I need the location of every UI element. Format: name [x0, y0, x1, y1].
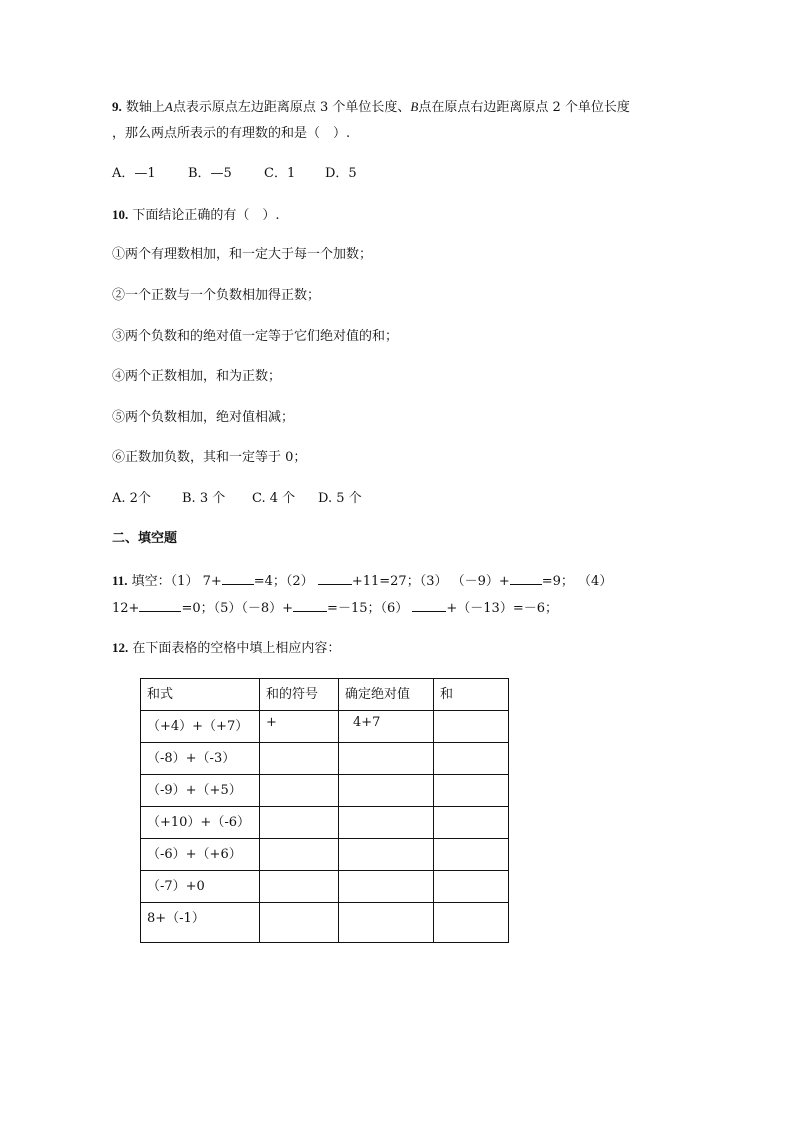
sum-table — [140, 678, 509, 943]
table-cell[interactable] — [339, 871, 434, 903]
table-row — [141, 839, 509, 871]
q9-text-a: 数轴上 — [121, 100, 165, 115]
q11-blank-2[interactable] — [318, 571, 352, 585]
q11-blank-3[interactable] — [510, 571, 542, 585]
table-cell[interactable] — [260, 871, 339, 903]
table-header-row — [141, 679, 509, 711]
q10-text: 下面结论正确的有（ ）. — [128, 208, 280, 223]
q11-line2 — [112, 598, 558, 618]
q12-title — [112, 639, 340, 658]
q12-number: 12. — [112, 640, 129, 655]
header-sum: 和 — [434, 679, 509, 711]
table-cell[interactable] — [339, 839, 434, 871]
q9-choice-d: D．5 — [325, 166, 357, 181]
q9-var-b: B — [410, 99, 419, 114]
q9-choice-c: C．1 — [264, 166, 296, 181]
q10-choice-c: C. 4 个 — [252, 491, 296, 506]
q11-blank-4[interactable] — [139, 598, 181, 612]
q10-choice-b: B. 3 个 — [182, 491, 226, 506]
q10-number: 10. — [112, 207, 129, 222]
q11-part7: =－15；（6） — [327, 601, 413, 616]
q11-part2: =4；（2） — [253, 574, 318, 589]
table-cell[interactable] — [434, 775, 509, 807]
table-cell[interactable] — [339, 743, 434, 775]
q11-blank-1[interactable] — [222, 571, 254, 585]
table-cell[interactable] — [339, 807, 434, 839]
table-cell[interactable] — [434, 871, 509, 903]
table-cell[interactable] — [260, 807, 339, 839]
table-cell[interactable] — [434, 903, 509, 943]
q10-statement-6: ⑥正数加负数，其和一定等于 0； — [112, 450, 307, 465]
q10-statement-2: ②一个正数与一个负数相加得正数； — [112, 288, 321, 303]
table-cell[interactable] — [260, 903, 339, 943]
table-cell: （+10）+（-6） — [141, 807, 260, 839]
q10-statement-5: ⑤两个负数相加，绝对值相减； — [112, 410, 295, 425]
q10-statement-3: ③两个负数和的绝对值一定等于它们绝对值的和； — [112, 329, 399, 344]
table-row — [141, 743, 509, 775]
header-expression: 和式 — [141, 679, 260, 711]
table-cell[interactable]: + — [260, 711, 339, 743]
table-row — [141, 903, 509, 943]
table-cell[interactable] — [339, 775, 434, 807]
q10-choice-d: D. 5 个 — [318, 491, 362, 506]
table-cell[interactable] — [260, 839, 339, 871]
table-cell[interactable] — [260, 743, 339, 775]
section-title: 二、填空题 — [112, 531, 178, 546]
table-cell[interactable] — [434, 711, 509, 743]
q9-line1 — [112, 98, 630, 117]
table-cell[interactable] — [434, 743, 509, 775]
q9-text-c: 点在原点右边距离原点 2 个单位长度 — [418, 100, 630, 115]
q9-choice-b: B．—5 — [188, 166, 232, 181]
q9-var-a: A — [164, 99, 173, 114]
table-cell: （-7）+0 — [141, 871, 260, 903]
table-cell[interactable] — [434, 807, 509, 839]
q9-number: 9. — [112, 99, 122, 114]
q11-part5: 12+ — [112, 601, 140, 616]
header-sign: 和的符号 — [260, 679, 339, 711]
q10-choice-a: A. 2个 — [112, 491, 151, 506]
table-row — [141, 711, 509, 743]
q11-number: 11. — [112, 573, 128, 588]
q9-text-b: 点表示原点左边距离原点 3 个单位长度、 — [172, 100, 411, 115]
table-cell[interactable] — [260, 775, 339, 807]
table-cell[interactable] — [339, 903, 434, 943]
q11-part3: +11=27；（3） （－9）+ — [351, 574, 510, 589]
q10-title — [112, 206, 280, 225]
table-cell: （-6）+（+6） — [141, 839, 260, 871]
header-absolute-value: 确定绝对值 — [339, 679, 434, 711]
q9-line2: ，那么两点所表示的有理数的和是（ ）. — [112, 126, 351, 141]
q11-blank-5[interactable] — [293, 598, 327, 612]
q11-part4: =9； （4） — [541, 574, 613, 589]
table-row — [141, 871, 509, 903]
q11-part1: 填空：（1） 7+ — [127, 574, 222, 589]
table-cell: （+4）+（+7） — [141, 711, 260, 743]
q11-line1 — [112, 571, 612, 591]
table-cell[interactable]: 4+7 — [339, 711, 434, 743]
table-cell: （-8）+（-3） — [141, 743, 260, 775]
table-row — [141, 807, 509, 839]
q9-choices — [112, 165, 357, 183]
q9-choice-a: A．—1 — [112, 166, 156, 181]
q11-blank-6[interactable] — [412, 598, 446, 612]
table-row — [141, 775, 509, 807]
table-cell: （-9）+（+5） — [141, 775, 260, 807]
table-cell[interactable] — [434, 839, 509, 871]
q11-part8: +（－13）=－6； — [446, 601, 558, 616]
q12-text: 在下面表格的空格中填上相应内容： — [128, 641, 341, 656]
q11-part6: =0；（5）（－8）+ — [181, 601, 294, 616]
table-cell: 8+（-1） — [141, 903, 260, 943]
q10-statement-1: ①两个有理数相加，和一定大于每一个加数； — [112, 247, 373, 262]
q10-statement-4: ④两个正数相加，和为正数； — [112, 369, 282, 384]
q10-choices — [112, 490, 362, 508]
